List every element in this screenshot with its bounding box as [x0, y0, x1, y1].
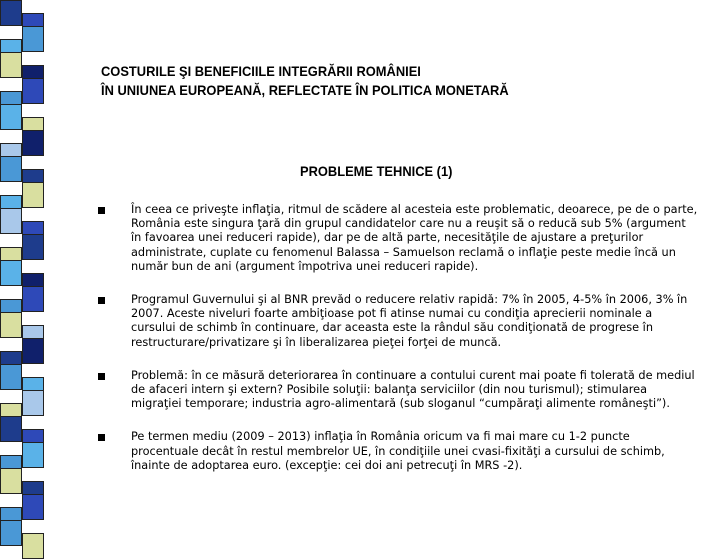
stripe-block: [0, 416, 22, 442]
bullet-item: [98, 430, 698, 473]
square-bullet-icon: [98, 207, 105, 214]
title-line-1: COSTURILE ŞI BENEFICIILE INTEGRĂRII ROMÂNIEI: [101, 63, 421, 79]
stripe-block: [0, 312, 22, 338]
section-subtitle: PROBLEME TEHNICE (1): [300, 163, 453, 179]
bullet-text: Pe termen mediu (2009 – 2013) inflaţia în România oricum va fi mai mare cu 1-2 puncte procentuale decât în restul membrelor UE, în condiţiile unei cvasi-fixităţi a cursului de schimb, înainte de adoptarea euro. (excepţie: cei doi ani petrecuţi în MRS -2).: [131, 430, 665, 472]
bullet-list: [98, 203, 698, 473]
stripe-block: [0, 520, 22, 546]
square-bullet-icon: [98, 434, 105, 441]
stripe-block: [0, 0, 22, 26]
stripe-block: [22, 533, 44, 559]
stripe-block: [22, 130, 44, 156]
bullet-item: [98, 203, 698, 274]
bullet-item: [98, 369, 698, 412]
stripe-block: [22, 78, 44, 104]
bullet-text: Programul Guvernului şi al BNR prevăd o reducere relativ rapidă: 7% în 2005, 4-5% în 2006, 3% în 2007. Aceste niveluri foarte ambiţioase pot fi atinse numai cu condiţia aprecierii nominale a cursului de schimb în continuare, dar aceasta este la rândul său condiţionată de progrese în restructurare/privatizare şi în liberalizarea pieţei forţei de muncă.: [131, 293, 688, 349]
stripe-block: [0, 208, 22, 234]
bullet-text: În ceea ce priveşte inflaţia, ritmul de scădere al acesteia este problematic, deoarece, pe de o parte, România este singura ţară din grupul candidatelor care nu a reuşit să o reducă sub 5% (argument în favoarea unei reduceri rapide), dar pe de altă parte, necesităţile de ajustare a preţurilor administrate, cuplate cu fenomenul Balassa – Samuelson reclamă o inflaţie peste medie încă un număr bun de ani (argument împotriva unei reduceri rapide).: [131, 203, 698, 273]
stripe-block: [22, 234, 44, 260]
stripe-block: [22, 182, 44, 208]
square-bullet-icon: [98, 297, 105, 304]
stripe-block: [22, 338, 44, 364]
stripe-block: [22, 494, 44, 520]
stripe-block: [0, 468, 22, 494]
square-bullet-icon: [98, 373, 105, 380]
stripe-block: [22, 286, 44, 312]
title-line-2: ÎN UNIUNEA EUROPEANĂ, REFLECTATE ÎN POLITICA MONETARĂ: [101, 82, 509, 98]
stripe-block: [0, 104, 22, 130]
stripe-block: [22, 442, 44, 468]
slide-title: [101, 62, 653, 100]
decorative-stripe: [0, 0, 60, 540]
bullet-item: [98, 293, 698, 350]
bullet-text: Problemă: în ce măsură deteriorarea în continuare a contului curent mai poate fi tolerată de mediul de afaceri intern şi extern? Posibile soluţii: balanţa serviciilor (din nou turismul); stimularea migraţiei temporare; industria agro-alimentară (sub sloganul “cumpăraţi alimente româneşti”).: [131, 368, 695, 411]
stripe-block: [0, 52, 22, 78]
stripe-block: [22, 390, 44, 416]
stripe-block: [22, 26, 44, 52]
stripe-block: [0, 260, 22, 286]
stripe-block: [0, 364, 22, 390]
stripe-block: [0, 156, 22, 182]
